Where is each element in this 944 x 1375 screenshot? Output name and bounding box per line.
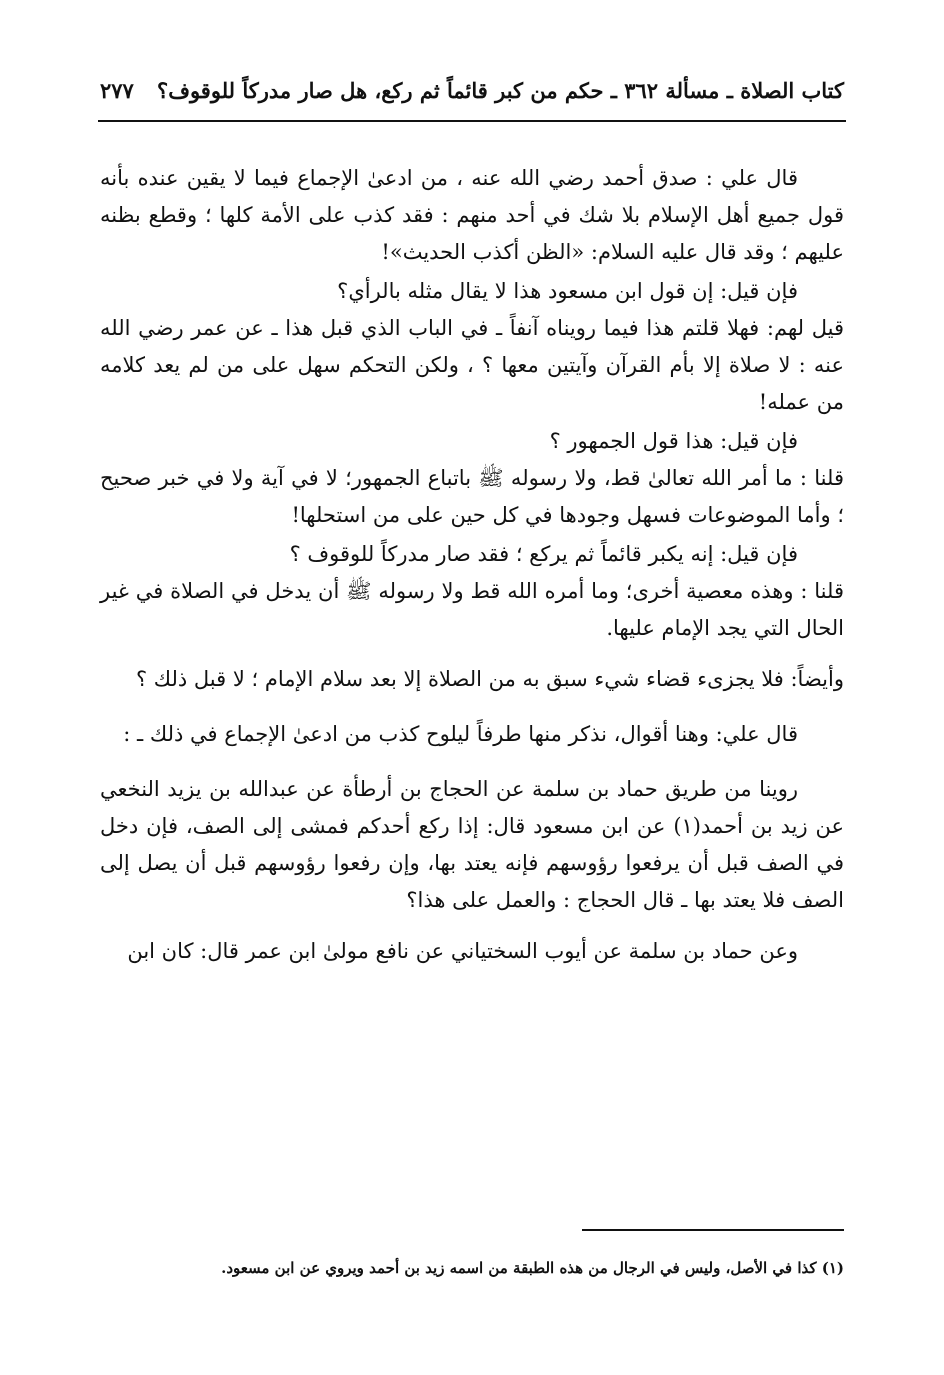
footnote: (١) كذا في الأصل، وليس في الرجال من هذه الطبقة من اسمه زيد بن أحمد ويروي عن ابن مسعود.: [221, 1259, 844, 1277]
chapter-title: كتاب الصلاة ـ مسألة ٣٦٢ ـ حكم من كبر قائماً ثم ركع، هل صار مدركاً للوقوف؟: [157, 77, 844, 103]
paragraph-reply-umar: قيل لهم: فهلا قلتم هذا فيما رويناه آنفاً ـ في الباب الذي قبل هذا ـ عن عمر رضي الله عنه : لا صلاة إلا بأم القرآن وآيتين معها ؟ ، ولكن التحكم سهل على من لم يعد كلامه من عمله!: [100, 316, 844, 414]
paragraph-objection-standing: فإن قيل: إنه يكبر قائماً ثم يركع ؛ فقد صار مدركاً للوقوف ؟: [289, 542, 798, 566]
paragraph-reply-disobedience: قلنا : وهذه معصية أخرى؛ وما أمره الله قط ولا رسوله ﷺ أن يدخل في الصلاة في غير الحال التي يجد الإمام عليها.: [100, 579, 844, 640]
paragraph-also: وأيضاً: فلا يجزىء قضاء شيء سبق به من الصلاة إلا بعد سلام الإمام ؛ لا قبل ذلك ؟: [135, 667, 844, 691]
header-divider: [98, 120, 846, 122]
paragraph-objection-opinion: فإن قيل: إن قول ابن مسعود هذا لا يقال مثله بالرأي؟: [337, 279, 798, 303]
paragraph-hammad-hajjaj: روينا من طريق حماد بن سلمة عن الحجاج بن أرطأة عن عبدالله بن يزيد النخعي عن زيد بن أحمد(١) عن ابن مسعود قال: إذا ركع أحدكم فمشى إلى الصف، فإن دخل في الصف قبل أن يرفعوا رؤوسهم فإنه يعتد بها، وإن رفعوا رؤوسهم قبل أن يصل إلى الصف فلا يعتد بها ـ قال الحجاج : والعمل على هذا؟: [100, 777, 844, 912]
spacer: [100, 698, 844, 716]
footnote-divider: [582, 1229, 844, 1231]
page-number: ٢٧٧: [100, 77, 134, 103]
spacer: [100, 919, 844, 933]
paragraph-ali-sayings: قال علي: وهنا أقوال، نذكر منها طرفاً ليلوح كذب من ادعىٰ الإجماع في ذلك ـ :: [123, 722, 798, 746]
spacer: [100, 647, 844, 661]
paragraph-reply-majority: قلنا : ما أمر الله تعالىٰ قط، ولا رسوله ﷺ باتباع الجمهور؛ لا في آية ولا في خبر صحيح ؛ وأما الموضوعات فسهل وجودها في كل حين على من استحلها!: [100, 466, 844, 527]
paragraph-objection-majority: فإن قيل: هذا قول الجمهور ؟: [549, 429, 798, 453]
spacer: [100, 753, 844, 771]
running-header: [100, 70, 844, 110]
paragraph-hammad-ayyub: وعن حماد بن سلمة عن أيوب السختياني عن نافع مولىٰ ابن عمر قال: كان ابن: [127, 939, 798, 963]
paragraph-ali-statement: قال علي : صدق أحمد رضي الله عنه ، من ادعىٰ الإجماع فيما لا يقين عنده بأنه قول جميع أهل الإسلام بلا شك في أحد منهم : فقد كذب على الأمة كلها ؛ وقطع بظنه عليهم ؛ وقد قال عليه السلام: «الظن أكذب الحديث»!: [100, 166, 844, 264]
main-text: [100, 160, 844, 970]
